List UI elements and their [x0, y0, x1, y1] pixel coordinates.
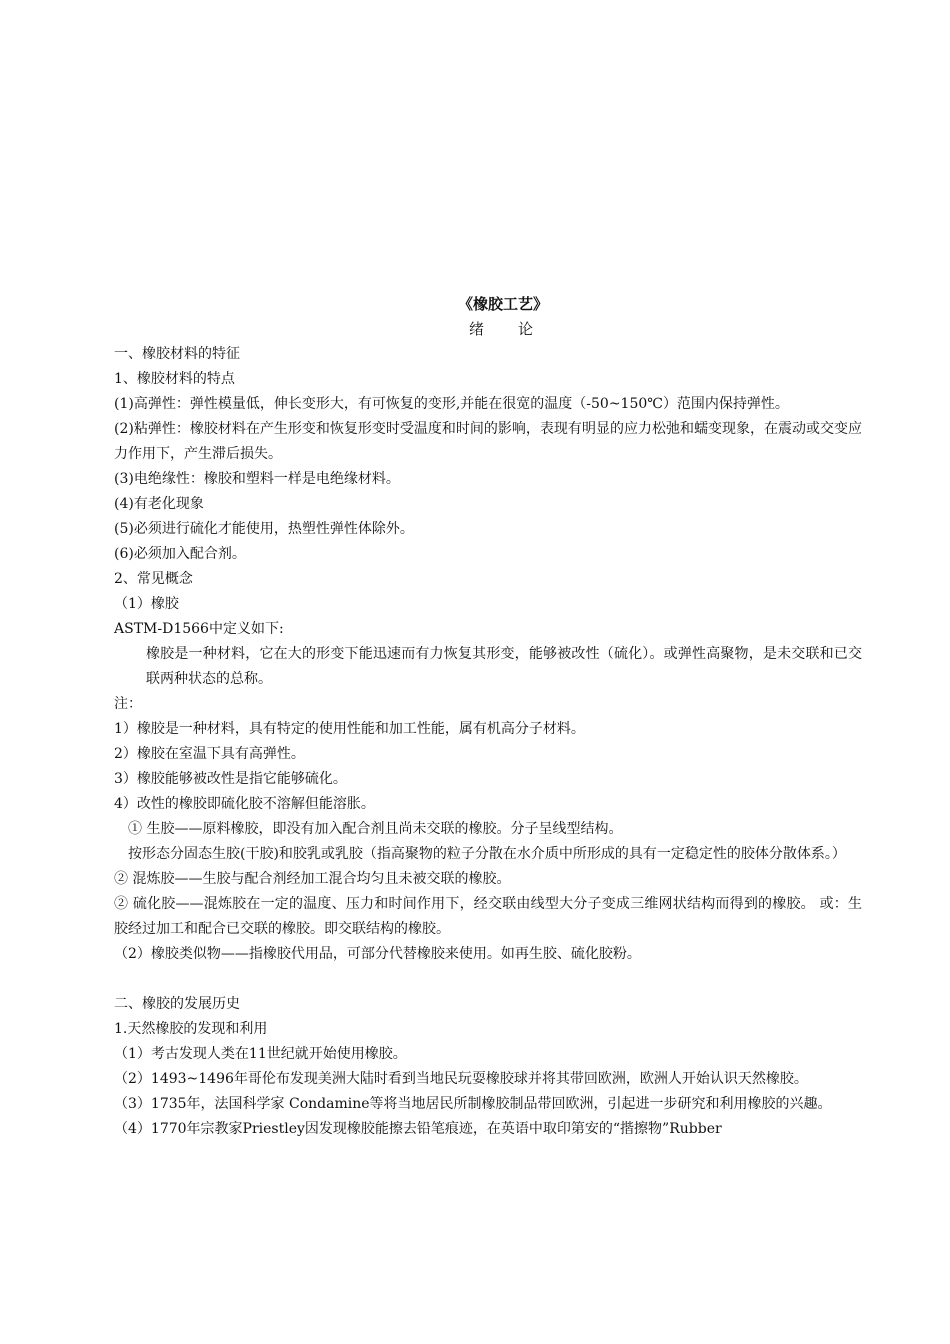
text-line: 一、橡胶材料的特征 [114, 346, 240, 362]
text-line: 2）橡胶在室温下具有高弹性。 [114, 746, 305, 762]
document-body [114, 292, 862, 1142]
text-line: (4)有老化现象 [114, 496, 204, 512]
text-line: 4）改性的橡胶即硫化胶不溶解但能溶胀。 [114, 796, 375, 812]
text-line: 1）橡胶是一种材料，具有特定的使用性能和加工性能，属有机高分子材料。 [114, 721, 585, 737]
text-line: ② 混炼胶——生胶与配合剂经加工混合均匀且未被交联的橡胶。 [114, 871, 511, 887]
text-line: ASTM-D1566中定义如下: [114, 621, 284, 637]
text-line: 橡胶是一种材料，它在大的形变下能迅速而有力恢复其形变，能够被改性（硫化）。或弹性高聚物，是未交联和已交联两种状态的总称。 [146, 646, 862, 687]
text-line: 注： [114, 696, 142, 712]
text-line: 按形态分固态生胶(干胶)和胶乳或乳胶（指高聚物的粒子分散在水介质中所形成的具有一定稳定性的胶体分散体系。） [128, 846, 846, 862]
document-lines [114, 342, 862, 1142]
text-line: (5)必须进行硫化才能使用，热塑性弹性体除外。 [114, 521, 414, 537]
text-line: (6)必须加入配合剂。 [114, 546, 246, 562]
text-line: 3）橡胶能够被改性是指它能够硫化。 [114, 771, 347, 787]
text-line: （4）1770年宗教家Priestley因发现橡胶能擦去铅笔痕迹，在英语中取印第安的“揩擦物”Rubber [114, 1121, 722, 1137]
text-line: （2）1493~1496年哥伦布发现美洲大陆时看到当地民玩耍橡胶球并将其带回欧洲，欧洲人开始认识天然橡胶。 [114, 1071, 808, 1087]
blank-line [114, 967, 862, 992]
text-line: （1）考古发现人类在11世纪就开始使用橡胶。 [114, 1046, 407, 1062]
document-subtitle: 绪论 [468, 320, 567, 338]
text-line: 1、橡胶材料的特点 [114, 371, 235, 387]
text-line: (3)电绝缘性：橡胶和塑料一样是电绝缘材料。 [114, 471, 400, 487]
text-line: 二、橡胶的发展历史 [114, 996, 240, 1012]
text-line: (2)粘弹性：橡胶材料在产生形变和恢复形变时受温度和时间的影响，表现有明显的应力松弛和蠕变现象，在震动或交变应力作用下，产生滞后损失。 [114, 421, 862, 462]
document-title: 《橡胶工艺》 [457, 295, 548, 313]
text-line: （2）橡胶类似物——指橡胶代用品，可部分代替橡胶来使用。如再生胶、硫化胶粉。 [114, 946, 641, 962]
text-line: ① 生胶——原料橡胶，即没有加入配合剂且尚未交联的橡胶。分子呈线型结构。 [128, 821, 623, 837]
text-line: 2、常见概念 [114, 571, 193, 587]
text-line: （3）1735年，法国科学家 Condamine等将当地居民所制橡胶制品带回欧洲，引起进一步研究和利用橡胶的兴趣。 [114, 1096, 832, 1112]
text-line: (1)高弹性：弹性模量低，伸长变形大，有可恢复的变形,并能在很宽的温度（-50~150℃）范围内保持弹性。 [114, 396, 789, 412]
text-line: ② 硫化胶——混炼胶在一定的温度、压力和时间作用下，经交联由线型大分子变成三维网状结构而得到的橡胶。 或：生胶经过加工和配合已交联的橡胶。即交联结构的橡胶。 [114, 896, 862, 937]
text-line: 1.天然橡胶的发现和利用 [114, 1021, 268, 1037]
text-line: （1）橡胶 [114, 596, 179, 612]
